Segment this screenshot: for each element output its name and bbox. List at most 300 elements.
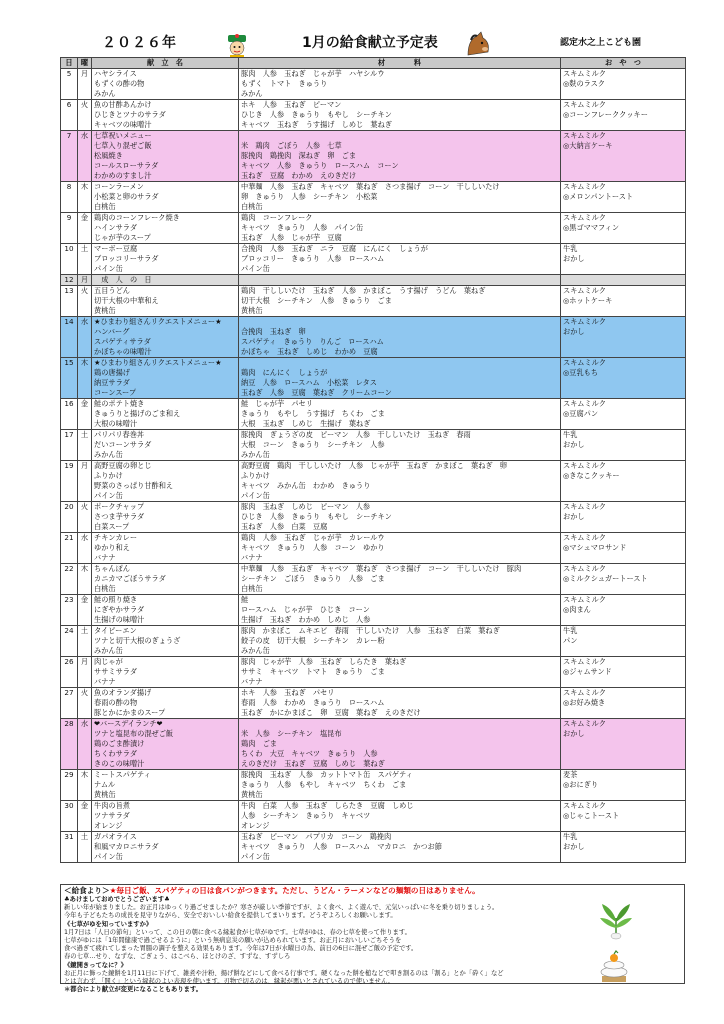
ingredients-cell-line: 鶏肉 干ししいたけ 玉ねぎ 人参 かまぼこ うす揚げ うどん 葉ねぎ bbox=[241, 286, 486, 295]
day-cell-line: 7 bbox=[66, 131, 72, 140]
day-cell-line: 5 bbox=[66, 69, 72, 78]
nanakusa-line-2: 七草がゆには「1年間健康で過ごせるように」という無病息災の願いが込められています。お正月においしいごちそうを bbox=[64, 937, 402, 945]
snack-cell bbox=[561, 100, 686, 131]
dish-cell-line: 五目うどん bbox=[94, 286, 130, 295]
snack-cell-line: ◎大納言ケーキ bbox=[563, 141, 613, 150]
ingredients-cell bbox=[239, 770, 561, 801]
ingredients-cell-line: みかん缶 bbox=[241, 450, 270, 459]
snack-cell bbox=[561, 69, 686, 100]
snack-cell-line: スキムミルク bbox=[563, 213, 606, 222]
day-cell bbox=[61, 657, 78, 688]
year-label: ２０２６年 bbox=[102, 35, 177, 51]
menu-row bbox=[61, 770, 686, 801]
day-cell-line: 23 bbox=[64, 595, 74, 604]
day-cell bbox=[61, 832, 78, 863]
weekday-cell-line: 土 bbox=[80, 626, 89, 635]
dish-cell-line: きゅうりと揚げのごま和え bbox=[94, 409, 181, 418]
ingredients-cell-line: 白桃缶 bbox=[241, 584, 263, 593]
snack-cell bbox=[561, 533, 686, 564]
page-title: 1月の給食献立予定表 bbox=[302, 35, 438, 51]
ingredients-cell-line: きゅうり 人参 もやし キャベツ ちくわ ごま bbox=[241, 780, 407, 789]
day-cell bbox=[61, 358, 78, 399]
weekday-cell bbox=[78, 244, 92, 275]
dish-cell-line: カニカマごぼうサラダ bbox=[94, 574, 166, 583]
col-snack: お や つ bbox=[561, 58, 686, 69]
snack-cell-line: おかし bbox=[563, 440, 585, 449]
dish-cell bbox=[92, 770, 239, 801]
weekday-cell-line: 木 bbox=[80, 182, 89, 191]
menu-row bbox=[61, 533, 686, 564]
weekday-cell bbox=[78, 657, 92, 688]
snack-cell-line: ◎きなこクッキー bbox=[563, 471, 620, 480]
ingredients-cell-line: 春雨 人参 わかめ きゅうり ロースハム bbox=[241, 698, 385, 707]
ingredients-cell bbox=[239, 286, 561, 317]
weekday-cell-line: 木 bbox=[80, 770, 89, 779]
menu-row bbox=[61, 657, 686, 688]
ingredients-cell-line: 合挽肉 人参 玉ねぎ ニラ 豆腐 にんにく しょうが bbox=[241, 244, 428, 253]
day-cell bbox=[61, 430, 78, 461]
ingredients-cell-line: スパゲティ きゅうり りんご ロースハム bbox=[241, 337, 384, 346]
ingredients-cell-line: 鶏肉 ごま bbox=[241, 739, 277, 748]
weekday-cell bbox=[78, 688, 92, 719]
weekday-cell-line: 火 bbox=[80, 286, 89, 295]
snack-cell bbox=[561, 502, 686, 533]
snack-cell-line: ◎マシュマロサンド bbox=[563, 543, 627, 552]
day-cell-line: 16 bbox=[64, 399, 74, 408]
ingredients-cell-line: ちくわ 大豆 キャベツ きゅうり 人参 bbox=[241, 749, 378, 758]
day-cell-line: 21 bbox=[64, 533, 74, 542]
nanakusa-line-3: 食べ過ぎて疲れてしまった胃腸の調子を整える効果もあります。今年は7日が水曜日の為、前日の6日に混ぜご飯の予定です。 bbox=[64, 945, 418, 953]
day-cell bbox=[61, 502, 78, 533]
snack-cell-line bbox=[563, 171, 683, 181]
snack-cell-line: スキムミルク bbox=[563, 688, 606, 697]
kagami-line-1: お正月に飾った鏡餅を1月11日に下げて、雑煮や汁粉、揚げ餅などにして食べる行事です。硬くなった餅を槌などで叩き割るのは「割る」とか「砕く」など bbox=[64, 969, 504, 977]
ingredients-cell-line: 豚肉 玉ねぎ しめじ ピーマン 人参 bbox=[241, 502, 371, 511]
day-cell bbox=[61, 286, 78, 317]
menu-row bbox=[61, 275, 686, 286]
ingredients-cell-line: 豚挽肉 玉ねぎ 人参 カットトマト缶 スパゲティ bbox=[241, 770, 413, 779]
day-cell bbox=[61, 626, 78, 657]
dish-cell-line: 七草祝いメニュー bbox=[94, 131, 152, 140]
dish-cell bbox=[92, 213, 239, 244]
dish-cell-line: ゆかり和え bbox=[94, 543, 130, 552]
day-cell bbox=[61, 399, 78, 430]
snack-cell bbox=[561, 688, 686, 719]
snack-cell-line bbox=[563, 450, 683, 460]
footer-notes bbox=[60, 884, 685, 994]
ingredients-cell-line: 黄桃缶 bbox=[241, 306, 263, 315]
menu-row bbox=[61, 399, 686, 430]
day-cell-line: 10 bbox=[64, 244, 74, 253]
dish-cell-line: マーボー豆腐 bbox=[94, 244, 138, 253]
ingredients-cell bbox=[239, 69, 561, 100]
snack-cell-line: 麦茶 bbox=[563, 770, 578, 779]
weekday-cell bbox=[78, 719, 92, 770]
snack-cell-line: スキムミルク bbox=[563, 533, 606, 542]
snack-cell-line bbox=[563, 790, 683, 800]
weekday-cell bbox=[78, 832, 92, 863]
weekday-cell bbox=[78, 533, 92, 564]
snack-cell-line bbox=[563, 378, 683, 388]
dish-cell bbox=[92, 317, 239, 358]
ingredients-cell-line: みかん bbox=[241, 89, 263, 98]
ingredients-cell-line: 鶏肉 にんにく しょうが bbox=[241, 368, 328, 377]
ingredients-cell-line: バナナ bbox=[241, 677, 263, 686]
snack-cell-line: ◎豆腐パン bbox=[563, 409, 599, 418]
ingredients-cell-line bbox=[241, 719, 558, 729]
dish-cell-line: ハインサラダ bbox=[94, 223, 138, 232]
snack-cell-line: ◎ジャムサンド bbox=[563, 667, 612, 676]
dish-cell-line: パイン缶 bbox=[94, 264, 123, 273]
kagami-mochi-illustration bbox=[594, 950, 634, 984]
dish-cell-line: 高野豆腐の卵とじ bbox=[94, 461, 152, 470]
dish-cell-line: ひじきとツナのサラダ bbox=[94, 110, 166, 119]
ingredients-cell bbox=[239, 182, 561, 213]
snack-cell-line: スキムミルク bbox=[563, 182, 606, 191]
page-header bbox=[0, 30, 724, 54]
weekday-cell bbox=[78, 131, 92, 182]
dish-cell bbox=[92, 69, 239, 100]
weekday-cell-line: 水 bbox=[80, 719, 89, 728]
ingredients-cell bbox=[239, 657, 561, 688]
day-cell bbox=[61, 131, 78, 182]
snack-cell-line: おかし bbox=[563, 512, 585, 521]
ingredients-cell-line: 生揚げ 玉ねぎ わかめ しめじ 人参 bbox=[241, 615, 371, 624]
dish-cell-line: コールスローサラダ bbox=[94, 161, 159, 170]
change-notice: ＊都合により献立が変更になることもあります。 bbox=[64, 986, 203, 994]
snack-cell bbox=[561, 595, 686, 626]
ingredients-cell-line: 玉ねぎ ピーマン パプリカ コーン 鶏挽肉 bbox=[241, 832, 392, 841]
menu-row bbox=[61, 182, 686, 213]
snack-cell-line: 牛乳 bbox=[563, 626, 578, 635]
dish-cell bbox=[92, 564, 239, 595]
day-cell bbox=[61, 69, 78, 100]
menu-row bbox=[61, 244, 686, 275]
greeting-line-2: 今年も子どもたちの成長を見守りながら、安全でおいしい給食を提供してまいります。どうぞよろしくお願いします。 bbox=[64, 912, 397, 920]
weekday-cell-line: 金 bbox=[80, 399, 89, 408]
dish-cell-line: ツナと切干大根のぎょうざ bbox=[94, 636, 181, 645]
ingredients-cell-line: 大根 コーン きゅうり シーチキン 人参 bbox=[241, 440, 385, 449]
weekday-cell-line: 金 bbox=[80, 595, 89, 604]
horse-illustration bbox=[463, 30, 493, 58]
snack-cell-line bbox=[563, 151, 683, 161]
dish-cell-line: 黄桃缶 bbox=[94, 306, 116, 315]
ingredients-cell-line: 合挽肉 玉ねぎ 卵 bbox=[241, 327, 306, 336]
snack-cell-line bbox=[563, 646, 683, 656]
dish-cell bbox=[92, 358, 239, 399]
footer-notice: ★毎日ご飯、スパゲティの日は食パンがつきます。ただし、うどん・ラーメンなどの麺類の日はありません。 bbox=[109, 886, 480, 895]
day-cell bbox=[61, 100, 78, 131]
ingredients-cell-line: 米 人参 シーチキン 塩昆布 bbox=[241, 729, 342, 738]
snack-cell-line: 牛乳 bbox=[563, 430, 578, 439]
ingredients-cell bbox=[239, 317, 561, 358]
weekday-cell bbox=[78, 502, 92, 533]
dish-cell bbox=[92, 461, 239, 502]
col-dish: 献 立 名 bbox=[92, 58, 239, 69]
snack-cell-line: スキムミルク bbox=[563, 719, 606, 728]
ingredients-cell-line: ふりかけ bbox=[241, 471, 270, 480]
dish-cell-line: キャベツの味噌汁 bbox=[94, 120, 152, 129]
dish-cell bbox=[92, 832, 239, 863]
ingredients-cell-line: キャベツ きゅうり 人参 ロースハム マカロニ かつお節 bbox=[241, 842, 442, 851]
dish-cell-line: 鶏のごま酢漬け bbox=[94, 739, 145, 748]
dish-cell bbox=[92, 182, 239, 213]
dish-cell bbox=[92, 399, 239, 430]
dish-cell-line: ふりかけ bbox=[94, 471, 123, 480]
dish-cell-line: ガパオライス bbox=[94, 832, 137, 841]
snack-cell-line bbox=[563, 275, 683, 285]
ingredients-cell bbox=[239, 533, 561, 564]
ingredients-cell-line bbox=[241, 317, 558, 327]
menu-row bbox=[61, 626, 686, 657]
dish-cell-line: 白桃缶 bbox=[94, 202, 116, 211]
day-cell bbox=[61, 801, 78, 832]
snack-cell-line: ◎豆乳もち bbox=[563, 368, 599, 377]
snack-cell-line bbox=[563, 419, 683, 429]
dish-cell bbox=[92, 801, 239, 832]
ingredients-cell bbox=[239, 801, 561, 832]
ingredients-cell-line: 豚肉 人参 玉ねぎ じゃが芋 ハヤシルウ bbox=[241, 69, 385, 78]
dish-cell-line: ❤バースデイランチ❤ bbox=[94, 719, 163, 728]
ingredients-cell-line: もずく トマト きゅうり bbox=[241, 79, 328, 88]
ingredients-cell-line: パイン缶 bbox=[241, 264, 270, 273]
menu-row bbox=[61, 69, 686, 100]
snack-cell bbox=[561, 626, 686, 657]
weekday-cell bbox=[78, 770, 92, 801]
dish-cell-line: 春雨の酢の物 bbox=[94, 698, 138, 707]
ingredients-cell-line: ブロッコリー きゅうり 人参 ロースハム bbox=[241, 254, 385, 263]
dish-cell-line: わかめのすまし汁 bbox=[94, 171, 152, 180]
snack-cell-line: ◎じゃこトースト bbox=[563, 811, 620, 820]
dish-cell-line: 黄桃缶 bbox=[94, 790, 116, 799]
menu-row bbox=[61, 832, 686, 863]
day-cell-line: 19 bbox=[64, 461, 74, 470]
dish-cell-line: きのこの味噌汁 bbox=[94, 759, 145, 768]
dish-cell-line: ツナサラダ bbox=[94, 811, 130, 820]
ingredients-cell bbox=[239, 461, 561, 502]
snack-cell-line bbox=[563, 821, 683, 831]
dish-cell bbox=[92, 719, 239, 770]
dish-cell-line: にぎやかサラダ bbox=[94, 605, 145, 614]
snack-cell-line bbox=[563, 306, 683, 316]
dish-cell-line: みかん缶 bbox=[94, 646, 123, 655]
weekday-cell-line: 月 bbox=[80, 657, 89, 666]
snack-cell bbox=[561, 461, 686, 502]
ingredients-cell-line: 玉ねぎ 豆腐 わかめ えのきだけ bbox=[241, 171, 357, 180]
ingredients-cell-line: みかん缶 bbox=[241, 646, 270, 655]
menu-row bbox=[61, 595, 686, 626]
day-cell bbox=[61, 564, 78, 595]
weekday-cell-line: 土 bbox=[80, 430, 89, 439]
weekday-cell-line: 水 bbox=[80, 533, 89, 542]
dish-cell bbox=[92, 100, 239, 131]
snack-cell-line: おかし bbox=[563, 842, 585, 851]
menu-row bbox=[61, 131, 686, 182]
dish-cell-line: ハヤシライス bbox=[94, 69, 137, 78]
ingredients-cell-line: キャベツ きゅうり 人参 パイン缶 bbox=[241, 223, 364, 232]
weekday-cell bbox=[78, 564, 92, 595]
weekday-cell-line: 火 bbox=[80, 100, 89, 109]
dish-cell-line: バナナ bbox=[94, 553, 116, 562]
snack-cell-line bbox=[563, 120, 683, 130]
day-cell-line: 31 bbox=[64, 832, 74, 841]
ingredients-cell-line: えのきだけ 玉ねぎ 豆腐 しめじ 葉ねぎ bbox=[241, 759, 385, 768]
day-cell-line: 15 bbox=[64, 358, 74, 367]
ingredients-cell bbox=[239, 275, 561, 286]
dish-cell-line: ★ひまわり組さんリクエストメニュー★ bbox=[94, 317, 222, 326]
day-cell bbox=[61, 213, 78, 244]
weekday-cell-line: 火 bbox=[80, 688, 89, 697]
dish-cell-line: 牛肉の旨煮 bbox=[94, 801, 130, 810]
ingredients-cell bbox=[239, 430, 561, 461]
dish-cell-line: パイン缶 bbox=[94, 491, 123, 500]
weekday-cell-line: 金 bbox=[80, 801, 89, 810]
snack-cell-line: ◎ミルクシュガートースト bbox=[563, 574, 648, 583]
snack-cell-line bbox=[563, 161, 683, 171]
dish-cell-line: 鮭の照り焼き bbox=[94, 595, 138, 604]
snack-cell-line: スキムミルク bbox=[563, 399, 606, 408]
snack-cell-line bbox=[563, 739, 683, 749]
ingredients-cell-line: 豚肉 かまぼこ ムキエビ 春雨 干ししいたけ 人参 玉ねぎ 白菜 葉ねぎ bbox=[241, 626, 500, 635]
day-cell bbox=[61, 533, 78, 564]
snack-cell-line: ◎おにぎり bbox=[563, 780, 599, 789]
menu-row bbox=[61, 100, 686, 131]
dish-cell-line: ササミサラダ bbox=[94, 667, 138, 676]
dish-cell bbox=[92, 502, 239, 533]
ingredients-cell-line: 牛肉 白菜 人参 玉ねぎ しらたき 豆腐 しめじ bbox=[241, 801, 414, 810]
snack-cell-line: ◎お好み焼き bbox=[563, 698, 606, 707]
snack-cell bbox=[561, 286, 686, 317]
ingredients-cell-line: かぼちゃ 玉ねぎ しめじ わかめ 豆腐 bbox=[241, 347, 378, 356]
ingredients-cell-line: キャベツ みかん缶 わかめ きゅうり bbox=[241, 481, 371, 490]
weekday-cell bbox=[78, 626, 92, 657]
snack-cell bbox=[561, 430, 686, 461]
day-cell bbox=[61, 317, 78, 358]
snack-cell-line bbox=[563, 553, 683, 563]
weekday-cell bbox=[78, 430, 92, 461]
dish-cell bbox=[92, 131, 239, 182]
dish-cell-line: 豚とかにかまのスープ bbox=[94, 708, 166, 717]
menu-body bbox=[61, 69, 686, 863]
dish-cell-line: 松風焼き bbox=[94, 151, 123, 160]
ingredients-cell-line: 高野豆腐 鶏肉 干ししいたけ 人参 じゃが芋 玉ねぎ かまぼこ 葉ねぎ 卵 bbox=[241, 461, 507, 470]
ingredients-cell-line: 豚肉 じゃが芋 人参 玉ねぎ しらたき 葉ねぎ bbox=[241, 657, 407, 666]
snack-cell-line: ◎黒ゴママフィン bbox=[563, 223, 620, 232]
ingredients-cell bbox=[239, 358, 561, 399]
col-day: 日 bbox=[61, 58, 78, 69]
ingredients-cell-line: 大根 玉ねぎ しめじ 生揚げ 葉ねぎ bbox=[241, 419, 371, 428]
day-cell bbox=[61, 719, 78, 770]
ingredients-cell-line: 玉ねぎ 人参 じゃが芋 豆腐 bbox=[241, 233, 342, 242]
snack-cell bbox=[561, 719, 686, 770]
dish-cell-line: みかん bbox=[94, 89, 116, 98]
dish-cell-line: ポークチャップ bbox=[94, 502, 145, 511]
snack-cell-line bbox=[563, 202, 683, 212]
dish-cell-line: ちくわサラダ bbox=[94, 749, 138, 758]
dish-cell-line: ナムル bbox=[94, 780, 116, 789]
snack-cell-line bbox=[563, 852, 683, 862]
dish-cell-line: 成 人 の 日 bbox=[94, 275, 152, 284]
dish-cell-line: ★ひまわり組さんリクエストメニュー★ bbox=[94, 358, 222, 367]
day-cell-line: 6 bbox=[66, 100, 72, 109]
dish-cell-line: バナナ bbox=[94, 677, 116, 686]
menu-table bbox=[60, 57, 686, 863]
snack-cell-line: スキムミルク bbox=[563, 502, 606, 511]
snack-cell bbox=[561, 182, 686, 213]
day-cell-line: 12 bbox=[64, 275, 74, 284]
ingredients-cell bbox=[239, 213, 561, 244]
ingredients-cell-line bbox=[241, 358, 558, 368]
nanakusa-greens-illustration bbox=[596, 900, 636, 940]
menu-row bbox=[61, 564, 686, 595]
weekday-cell-line: 木 bbox=[80, 358, 89, 367]
nanakusa-title: 《七草がゆを知っていますか》 bbox=[64, 920, 153, 928]
snack-cell-line: ◎肉まん bbox=[563, 605, 591, 614]
weekday-cell-line: 土 bbox=[80, 832, 89, 841]
day-cell-line: 9 bbox=[66, 213, 72, 222]
dish-cell-line: さつま芋サラダ bbox=[94, 512, 145, 521]
day-cell-line: 14 bbox=[64, 317, 74, 326]
ingredients-cell-line: バナナ bbox=[241, 553, 263, 562]
ingredients-cell bbox=[239, 131, 561, 182]
dish-cell-line: ハンバーグ bbox=[94, 327, 130, 336]
weekday-cell bbox=[78, 69, 92, 100]
snack-cell bbox=[561, 832, 686, 863]
snack-cell-line: スキムミルク bbox=[563, 358, 606, 367]
menu-row bbox=[61, 688, 686, 719]
snack-cell-line bbox=[563, 522, 683, 532]
snack-cell bbox=[561, 770, 686, 801]
kagami-line-2: とは言わず、「開く」という縁起のよい表現を使います。刃物で切るのは、縁起が悪いとされているので使いません。 bbox=[64, 978, 394, 986]
dish-cell-line: 鶏の唐揚げ bbox=[94, 368, 130, 377]
ingredients-cell bbox=[239, 564, 561, 595]
snack-cell-line: おかし bbox=[563, 327, 585, 336]
snack-cell-line bbox=[563, 337, 683, 347]
snack-cell-line: スキムミルク bbox=[563, 317, 606, 326]
dish-cell-line: 生揚げの味噌汁 bbox=[94, 615, 145, 624]
snack-cell bbox=[561, 564, 686, 595]
weekday-cell bbox=[78, 399, 92, 430]
ingredients-cell-line: キャベツ きゅうり 人参 コーン ゆかり bbox=[241, 543, 385, 552]
snack-cell-line bbox=[563, 388, 683, 398]
snack-cell bbox=[561, 131, 686, 182]
day-cell bbox=[61, 461, 78, 502]
dish-cell bbox=[92, 657, 239, 688]
snack-cell bbox=[561, 213, 686, 244]
ingredients-cell-line: ひじき 人参 きゅうり もやし シーチキン bbox=[241, 512, 392, 521]
dish-cell-line: 野菜のさっぱり甘酢和え bbox=[94, 481, 174, 490]
weekday-cell bbox=[78, 317, 92, 358]
snack-cell-line bbox=[563, 264, 683, 274]
weekday-cell bbox=[78, 275, 92, 286]
dish-cell bbox=[92, 533, 239, 564]
day-cell-line: 29 bbox=[64, 770, 74, 779]
weekday-cell-line: 月 bbox=[80, 69, 89, 78]
dish-cell-line: ツナと塩昆布の混ぜご飯 bbox=[94, 729, 174, 738]
snack-cell-line bbox=[563, 89, 683, 99]
ingredients-cell-line: きゅうり もやし うす揚げ ちくわ ごま bbox=[241, 409, 385, 418]
ingredients-cell-line: 豚挽肉 ぎょうざの皮 ピーマン 人参 干ししいたけ 玉ねぎ 春雨 bbox=[241, 430, 471, 439]
dish-cell bbox=[92, 626, 239, 657]
ingredients-cell-line: ホキ 人参 玉ねぎ パセリ bbox=[241, 688, 335, 697]
menu-row bbox=[61, 213, 686, 244]
ingredients-cell bbox=[239, 399, 561, 430]
dish-cell-line: コーンラーメン bbox=[94, 182, 144, 191]
day-cell bbox=[61, 275, 78, 286]
dish-cell-line: もずくの酢の物 bbox=[94, 79, 145, 88]
weekday-cell-line: 金 bbox=[80, 213, 89, 222]
day-cell-line: 22 bbox=[64, 564, 74, 573]
